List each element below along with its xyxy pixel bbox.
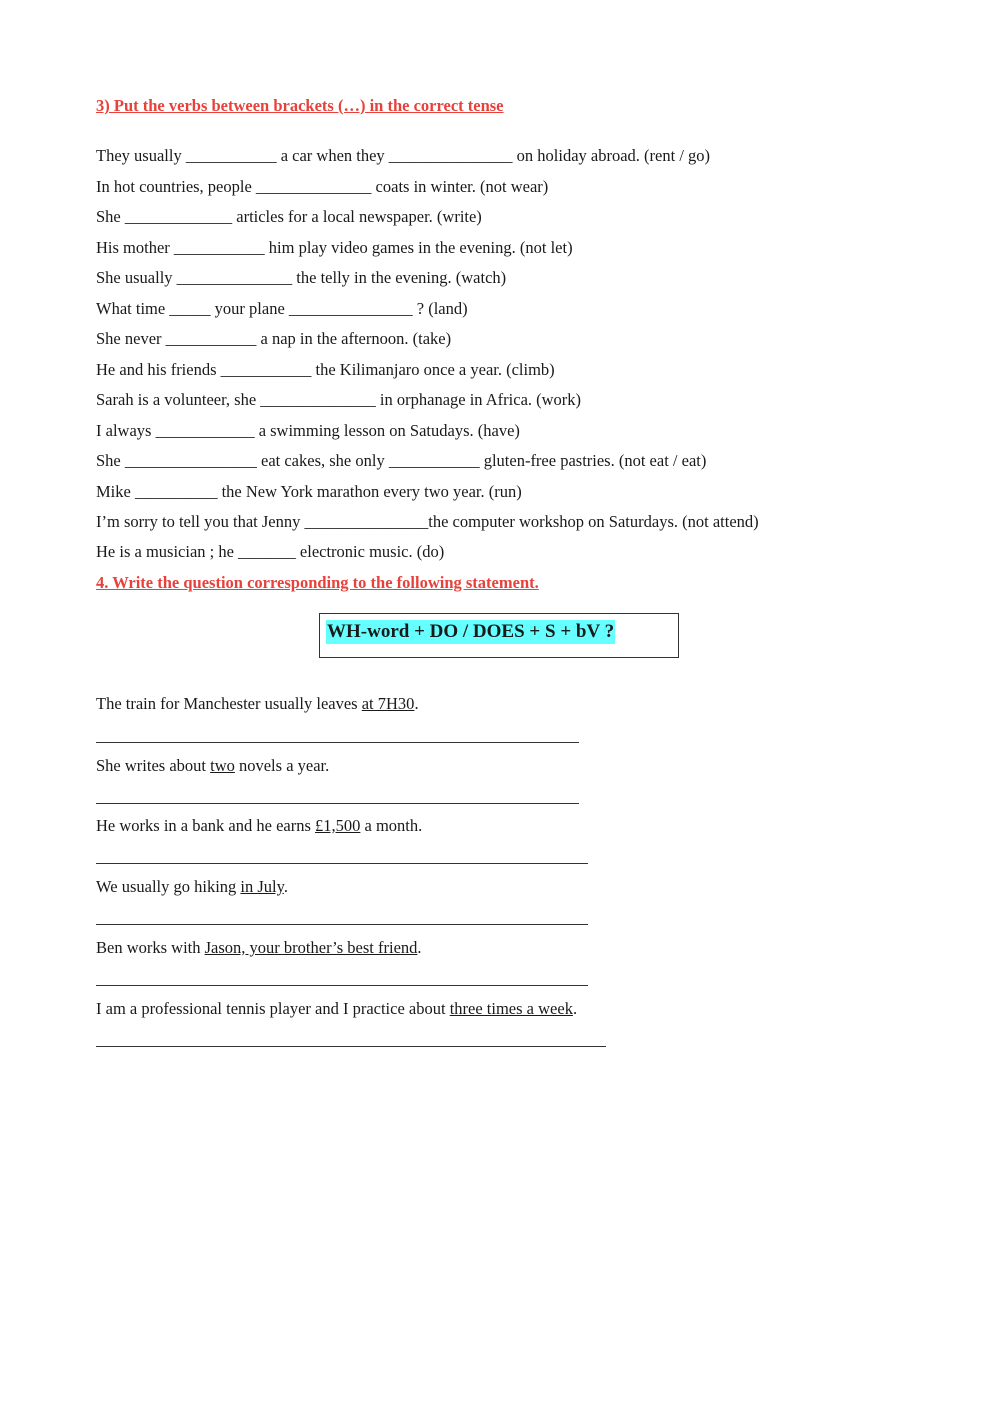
exercise-line-7: She never ___________ a nap in the afternoon. (take): [96, 329, 452, 348]
answer-line-5[interactable]: [96, 985, 588, 986]
exercise-line-5: She usually ______________ the telly in the evening. (watch): [96, 268, 507, 287]
statement-4: [96, 877, 288, 897]
underlined-phrase: three times a week: [449, 999, 573, 1018]
answer-line-2[interactable]: [96, 803, 579, 804]
statement-text-end: .: [417, 938, 422, 957]
statement-text: I am a professional tennis player and I practice about: [96, 999, 450, 1018]
statement-text: He works in a bank and he earns: [96, 816, 316, 835]
answer-line-4[interactable]: [96, 924, 588, 925]
section-4-heading: 4. Write the question corresponding to the following statement.: [96, 573, 539, 592]
statement-text-end: .: [283, 877, 288, 896]
statement-text-end: .: [572, 999, 578, 1018]
exercise-line-3: She _____________ articles for a local newspaper. (write): [96, 207, 482, 226]
exercise-line-14: He is a musician ; he _______ electronic music. (do): [96, 542, 445, 561]
exercise-line-4: His mother ___________ him play video games in the evening. (not let): [96, 238, 573, 257]
underlined-phrase: Jason, your brother’s best friend: [204, 938, 418, 957]
statement-text: She writes about: [96, 756, 211, 775]
statement-2: [96, 756, 329, 776]
statement-text: Ben works with: [96, 938, 205, 957]
answer-line-1[interactable]: [96, 742, 579, 743]
exercise-line-13: I’m sorry to tell you that Jenny _______________the computer workshop on Saturdays. (not attend): [96, 512, 759, 531]
statement-1: [96, 694, 419, 714]
exercise-line-10: I always ____________ a swimming lesson on Satudays. (have): [96, 421, 520, 440]
underlined-phrase: at 7H30: [361, 694, 415, 713]
statement-6: [96, 999, 577, 1019]
formula-box: [319, 613, 679, 658]
statement-3: [96, 816, 422, 836]
exercise-line-6: What time _____ your plane _______________ ? (land): [96, 299, 468, 318]
exercise-line-12: Mike __________ the New York marathon every two year. (run): [96, 482, 522, 501]
section-3-heading: 3) Put the verbs between brackets (…) in the correct tense: [96, 96, 504, 115]
statement-text-end: .: [414, 694, 419, 713]
formula-text: WH-word + DO / DOES + S + bV ?: [327, 621, 615, 642]
exercise-line-8: He and his friends ___________ the Kilimanjaro once a year. (climb): [96, 360, 555, 379]
underlined-phrase: £1,500: [315, 816, 361, 835]
statement-text: The train for Manchester usually leaves: [96, 694, 362, 713]
statement-5: [96, 938, 422, 958]
exercise-line-1: They usually ___________ a car when they _______________ on holiday abroad. (rent / go): [96, 146, 711, 165]
underlined-phrase: in July: [240, 877, 284, 896]
underlined-phrase: two: [210, 756, 235, 775]
exercise-line-9: Sarah is a volunteer, she ______________ in orphanage in Africa. (work): [96, 390, 582, 409]
statement-text: We usually go hiking: [96, 877, 241, 896]
exercise-line-11: She ________________ eat cakes, she only ___________ gluten-free pastries. (not eat / eat): [96, 451, 707, 470]
answer-line-3[interactable]: [96, 863, 588, 864]
answer-line-6[interactable]: [96, 1046, 606, 1047]
statement-text-end: a month.: [360, 816, 423, 835]
statement-text-end: novels a year.: [234, 756, 330, 775]
exercise-line-2: In hot countries, people ______________ coats in winter. (not wear): [96, 177, 549, 196]
